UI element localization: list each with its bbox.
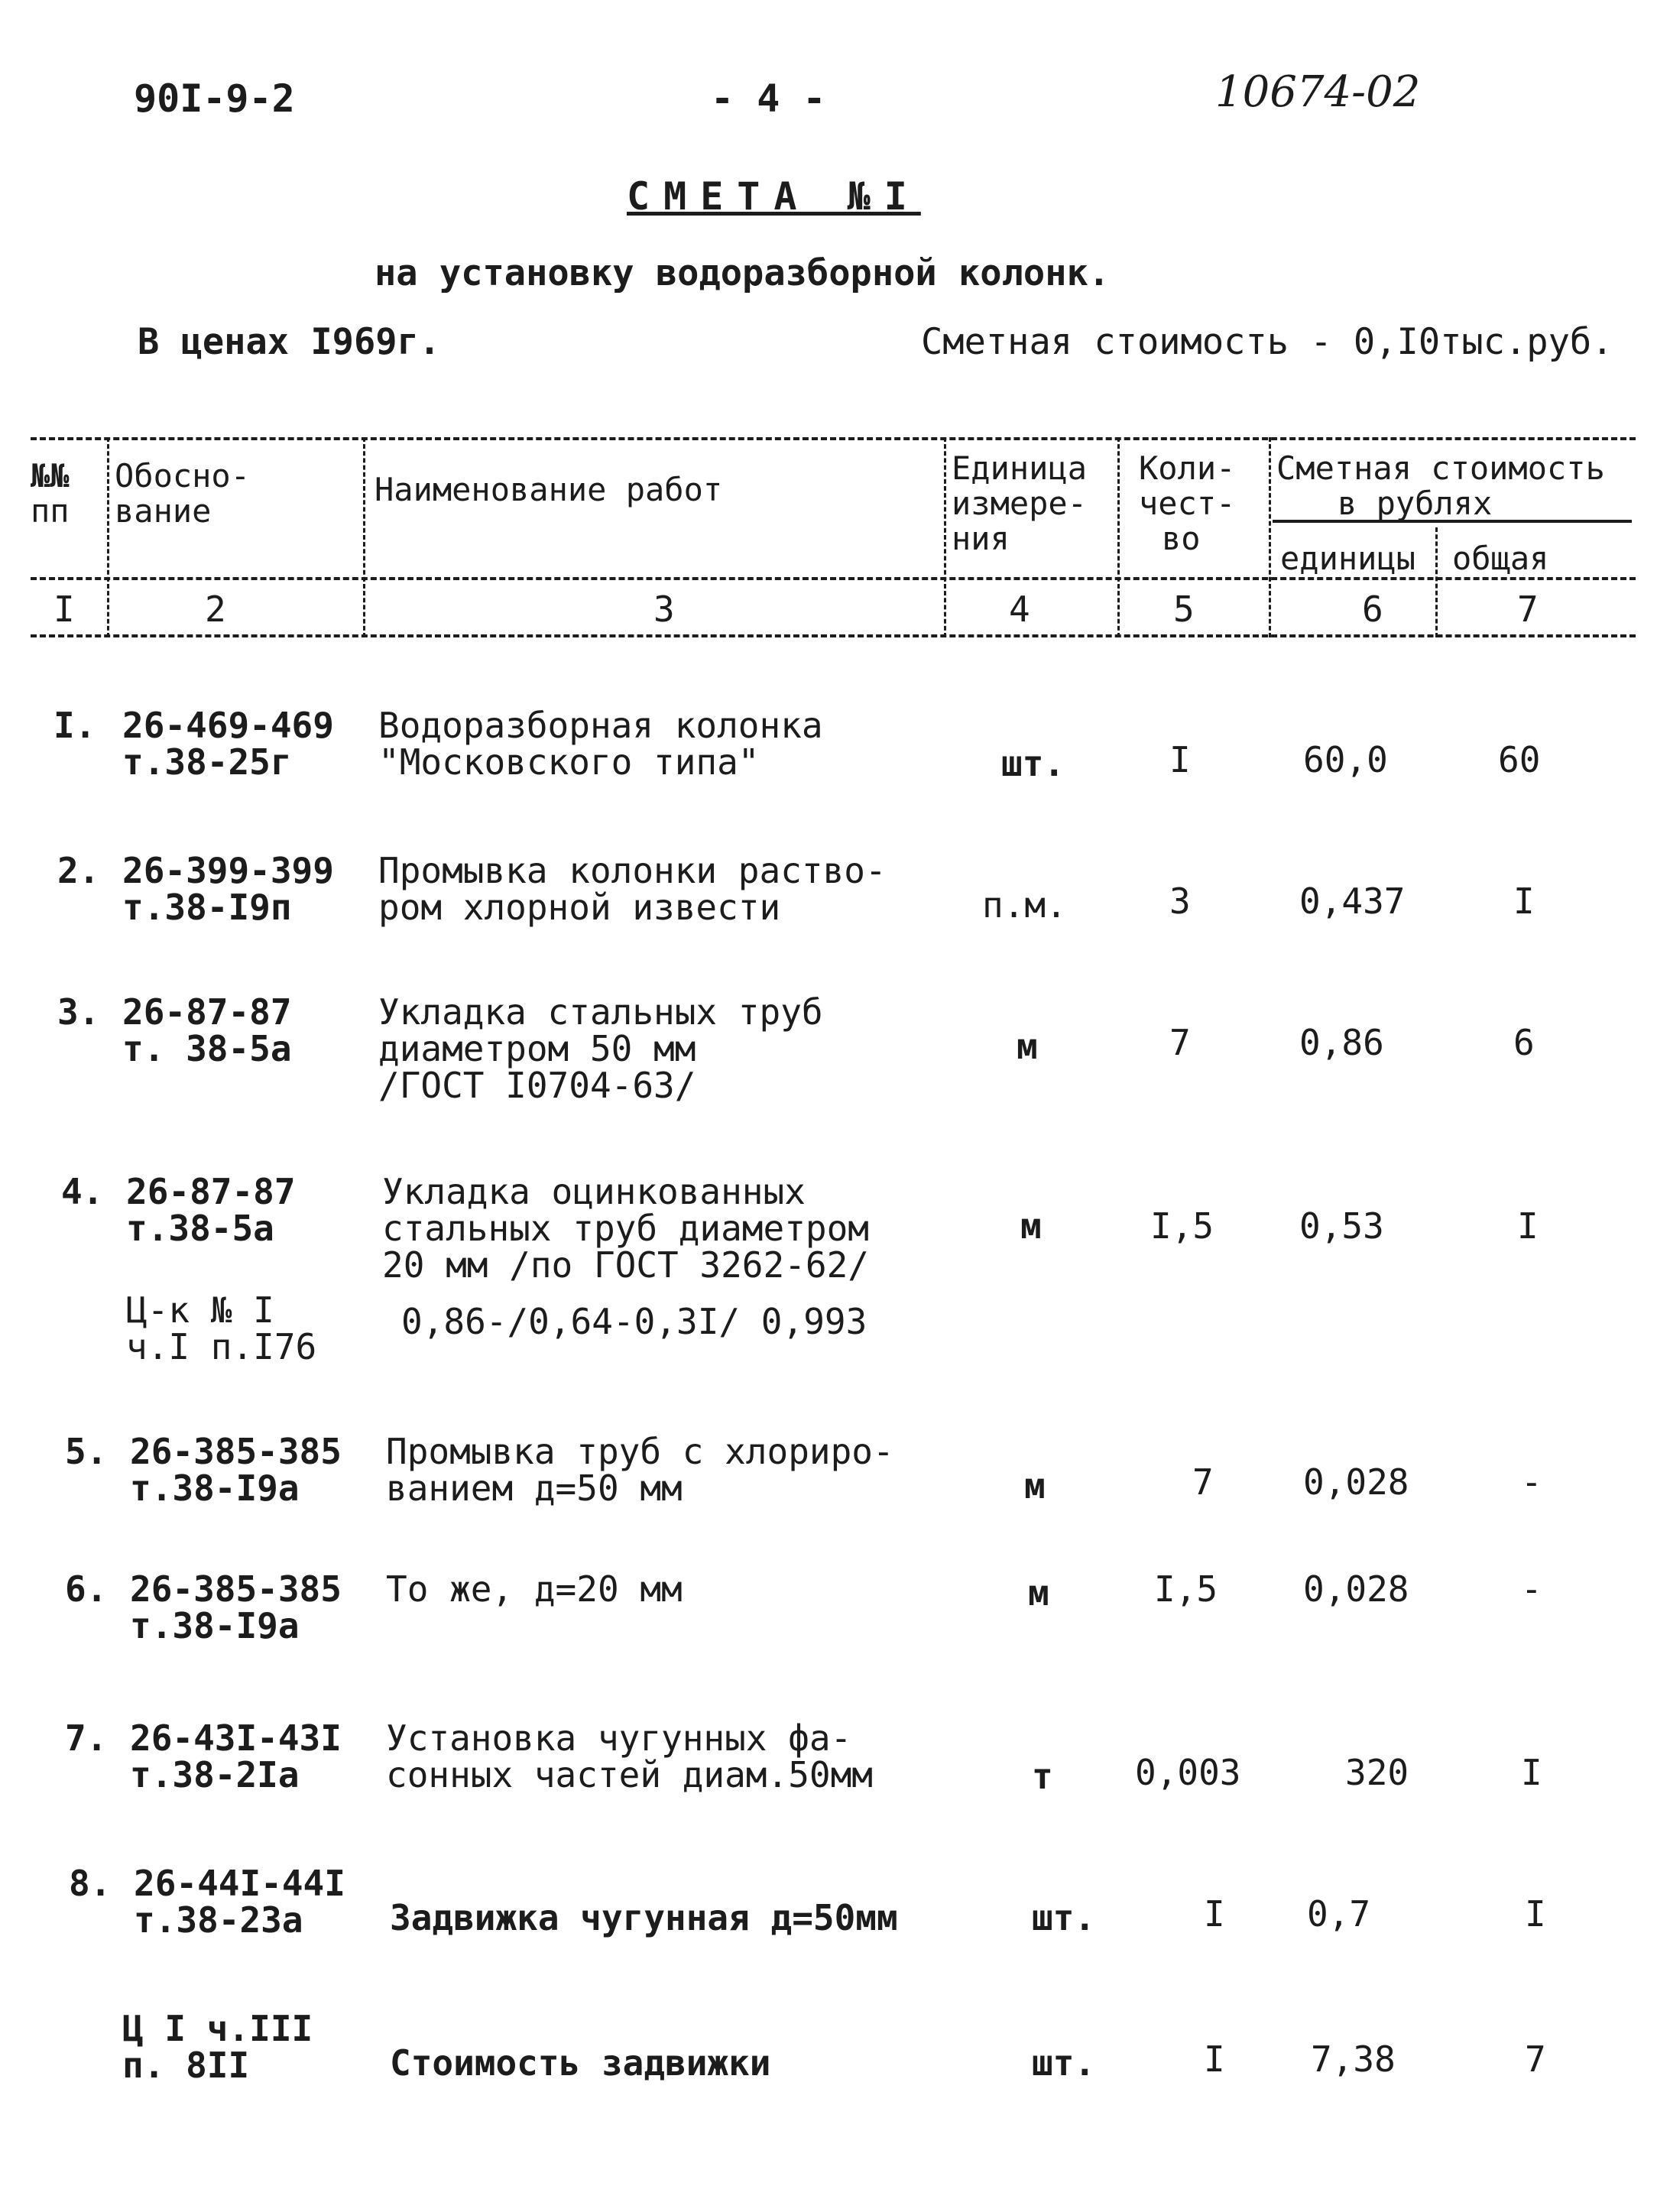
col-divider [944, 437, 946, 637]
row-name: Промывка колонки раство- ром хлорной извести [378, 850, 887, 928]
row-number: 7. [65, 1717, 108, 1759]
row-name: Водоразборная колонка "Московского типа" [378, 705, 823, 783]
row-basis: Ц I ч.III п. 8II [122, 2008, 313, 2086]
row-unit: шт. [1032, 1897, 1096, 1938]
project-code: 90I-9-2 [134, 76, 295, 121]
row-basis-extra: Ц-к № I ч.I п.I76 [126, 1289, 317, 1367]
row-basis: 26-44I-44I т.38-23а [134, 1863, 345, 1941]
row-qty: 3 [1169, 881, 1191, 922]
row-total: 6 [1513, 1022, 1535, 1063]
row-name: Стоимость задвижки [390, 2042, 771, 2084]
row-name: Укладка стальных труб диаметром 50 мм /ГОСТ I0704-63/ [378, 991, 823, 1106]
row-total: I [1513, 881, 1535, 922]
row-basis: 26-87-87 т.38-5а [126, 1171, 296, 1249]
row-name: Задвижка чугунная д=50мм [390, 1897, 898, 1938]
row-name: Промывка труб с хлориро- ванием д=50 мм [386, 1431, 894, 1509]
row-unit: м [1024, 1465, 1046, 1507]
row-basis: 26-385-385 т.38-I9а [130, 1568, 342, 1646]
row-unit: м [1028, 1572, 1049, 1614]
row-calc: 0,86-/0,64-0,3I/ 0,993 [401, 1301, 867, 1342]
page-number: - 4 - [711, 76, 826, 121]
row-unit-price: 0,028 [1303, 1461, 1409, 1503]
row-basis: 26-399-399 т.38-I9п [122, 850, 334, 928]
col-divider [107, 437, 109, 637]
row-qty: 0,003 [1135, 1752, 1241, 1793]
row-name: Установка чугунных фа- сонных частей диам.50мм [386, 1717, 873, 1795]
row-unit: м [1020, 1205, 1042, 1247]
row-qty: 7 [1192, 1461, 1214, 1503]
row-basis: 26-87-87 т. 38-5а [122, 991, 292, 1069]
header-c5: Коли- чест- во [1139, 449, 1236, 557]
row-unit: шт. [1032, 2042, 1096, 2084]
row-unit-price: 0,53 [1299, 1205, 1384, 1247]
row-basis: 26-43I-43I т.38-2Iа [130, 1717, 342, 1795]
col-divider [1117, 437, 1120, 637]
row-qty: I [1204, 2038, 1225, 2080]
row-qty: I [1169, 739, 1191, 780]
header-c2: Обосно- вание [115, 457, 251, 530]
row-total: I [1521, 1752, 1542, 1793]
col-number: 4 [1009, 589, 1030, 630]
header-c6-group: Сметная стоимость в рублях [1276, 451, 1605, 521]
col-number: 6 [1362, 589, 1383, 630]
col-number: 2 [205, 589, 226, 630]
col-number: 7 [1517, 589, 1539, 630]
row-qty: 7 [1169, 1022, 1191, 1063]
row-name: Укладка оцинкованных стальных труб диаметром 20 мм /по ГОСТ 3262-62/ [382, 1171, 869, 1286]
row-qty: I,5 [1150, 1205, 1214, 1247]
row-number: 2. [57, 850, 100, 891]
row-unit-price: 0,437 [1299, 881, 1406, 922]
header-c1: №№ пп [31, 457, 70, 530]
col-number: 5 [1173, 589, 1195, 630]
row-total: 7 [1525, 2038, 1546, 2080]
row-number: 3. [57, 991, 100, 1033]
row-total: I [1517, 1205, 1539, 1247]
row-total: I [1525, 1893, 1546, 1935]
col-divider [1435, 527, 1438, 637]
row-number: 5. [65, 1431, 108, 1472]
header-mid-rule [31, 577, 1636, 580]
document-title: СМЕТА №I [627, 174, 921, 219]
row-number: I. [54, 705, 96, 746]
row-number: 8. [69, 1863, 112, 1904]
row-number: 4. [61, 1171, 104, 1212]
row-unit-price: 0,86 [1299, 1022, 1384, 1063]
row-unit-price: 0,028 [1303, 1568, 1409, 1610]
header-c3: Наименование работ [375, 471, 723, 508]
row-total: 60 [1498, 739, 1541, 780]
col-number: 3 [653, 589, 675, 630]
col-divider [363, 437, 365, 637]
row-qty: I [1204, 1893, 1225, 1935]
handwritten-number: 10674-02 [1215, 67, 1421, 117]
row-unit: шт. [1001, 743, 1065, 784]
row-number: 6. [65, 1568, 108, 1610]
col-number: I [54, 589, 75, 630]
row-unit: м [1017, 1026, 1038, 1067]
header-c7: общая [1452, 540, 1549, 577]
row-unit-price: 320 [1345, 1752, 1409, 1793]
row-unit: п.м. [982, 884, 1067, 926]
header-c6: единицы [1280, 540, 1416, 577]
col-divider [1269, 437, 1271, 637]
header-c4: Единица измере- ния [952, 449, 1088, 557]
document-subtitle: на установку водоразборной колонк. [375, 252, 1111, 294]
header-top-rule [31, 437, 1636, 440]
row-total: - [1521, 1568, 1542, 1610]
row-unit-price: 60,0 [1303, 739, 1388, 780]
prices-note: В ценах I969г. [138, 321, 441, 363]
row-name: То же, д=20 мм [386, 1568, 683, 1610]
row-unit-price: 7,38 [1311, 2038, 1396, 2080]
row-unit: т [1032, 1756, 1053, 1797]
row-unit-price: 0,7 [1307, 1893, 1371, 1935]
row-qty: I,5 [1154, 1568, 1218, 1610]
row-basis: 26-469-469 т.38-25г [122, 705, 334, 783]
estimated-cost: Сметная стоимость - 0,I0тыс.руб. [921, 321, 1613, 363]
row-total: - [1521, 1461, 1542, 1503]
header-bottom-rule [31, 634, 1636, 637]
row-basis: 26-385-385 т.38-I9а [130, 1431, 342, 1509]
